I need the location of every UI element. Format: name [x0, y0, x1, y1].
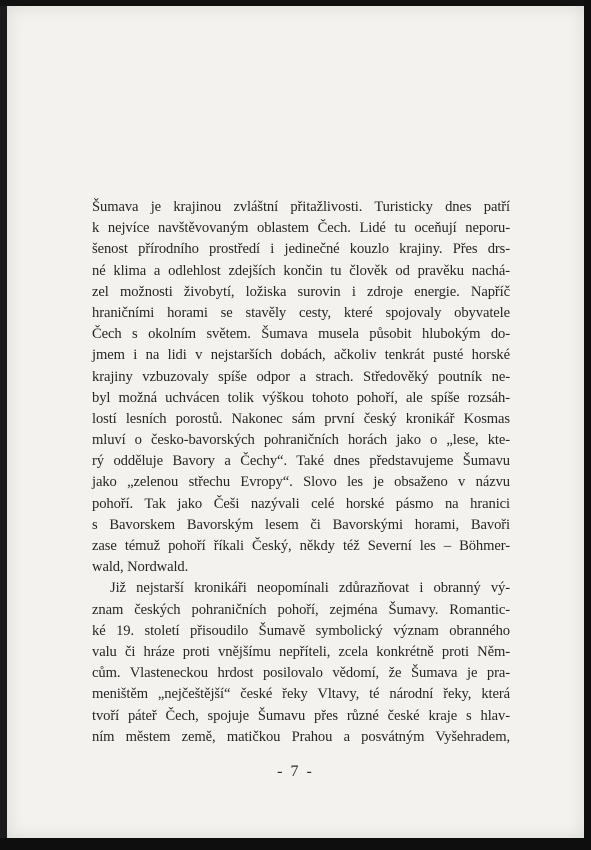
text-line: ním městem země, matičkou Prahou a posvátným Vyšehradem, — [92, 728, 510, 745]
text-line: ké 19. století přisoudilo Šumavě symbolický význam obranného — [92, 622, 510, 639]
body-text — [92, 197, 510, 748]
text-line: jako „zelenou střechu Evropy“. Slovo les je obsaženo v názvu — [92, 474, 510, 491]
text-line: k nejvíce navštěvovaným oblastem Čech. Lidé tu oceňují neporu- — [92, 220, 510, 237]
text-line: wald, Nordwald. — [92, 559, 189, 576]
text-line: krajiny vzbuzovaly spíše odpor a strach. Středověký poutník ne- — [92, 368, 510, 385]
text-line: tvoří páteř Čech, spojuje Šumavu přes různé české kraje s hlav- — [92, 707, 510, 724]
text-line: hraničními horami se stavěly cesty, které spojovaly obyvatele — [92, 304, 510, 321]
scan-edge-right — [584, 0, 591, 850]
text-line: né klima a odlehlost zdejších končin tu člověk od pravěku nachá- — [92, 262, 510, 279]
text-line: jmem i na lidi v nejstarších dobách, ačkoliv tenkrát pusté horské — [92, 347, 510, 364]
text-line: pohoří. Tak jako Češi nazývali celé horské pásmo na hranici — [92, 495, 510, 512]
text-line: rý odděluje Bavory a Čechy“. Také dnes představujeme Šumavu — [92, 453, 510, 470]
text-line: s Bavorskem Bavorským lesem či Bavorskými horami, Bavoři — [92, 516, 510, 533]
text-line: znam českých pohraničních pohoří, zejména Šumavy. Romantic- — [92, 601, 510, 618]
text-line: zel možnosti živobytí, ložiska surovin i zdroje energie. Napříč — [92, 283, 510, 300]
text-line: meništěm „nejčeštější“ české řeky Vltavy, té národní řeky, která — [92, 686, 510, 703]
text-line: Již nejstarší kronikáři neopomínali zdůrazňovat i obranný vý- — [110, 580, 510, 597]
text-line: lostí lesních porostů. Nakonec sám první český kronikář Kosmas — [92, 410, 510, 427]
text-line: mluví o česko-bavorských pohraničních horách jako o „lese, kte- — [92, 432, 510, 449]
page-number: - 7 - — [277, 763, 314, 780]
book-page — [7, 6, 584, 838]
text-line: Čech s okolním světem. Šumava musela působit hlubokým do- — [92, 326, 510, 343]
scan-edge-bottom — [0, 838, 591, 850]
text-line: valu či hráze proti vnějšímu nepříteli, zcela konkrétně proti Něm- — [92, 643, 510, 660]
text-line: Šumava je krajinou zvláštní přitažlivosti. Turisticky dnes patří — [92, 199, 510, 215]
text-line: šenost přírodního prostředí i jedinečné kouzlo krajiny. Přes drs- — [92, 241, 510, 258]
text-line: cům. Vlasteneckou hrdost posilovalo vědomí, že Šumava je pra- — [92, 665, 510, 682]
text-line: byl možná uchvácen tolik výškou tohoto pohoří, ale spíše rozsáh- — [92, 389, 510, 406]
text-line: zase témuž pohoří říkali Český, někdy též Severní les – Böhmer- — [92, 538, 510, 554]
